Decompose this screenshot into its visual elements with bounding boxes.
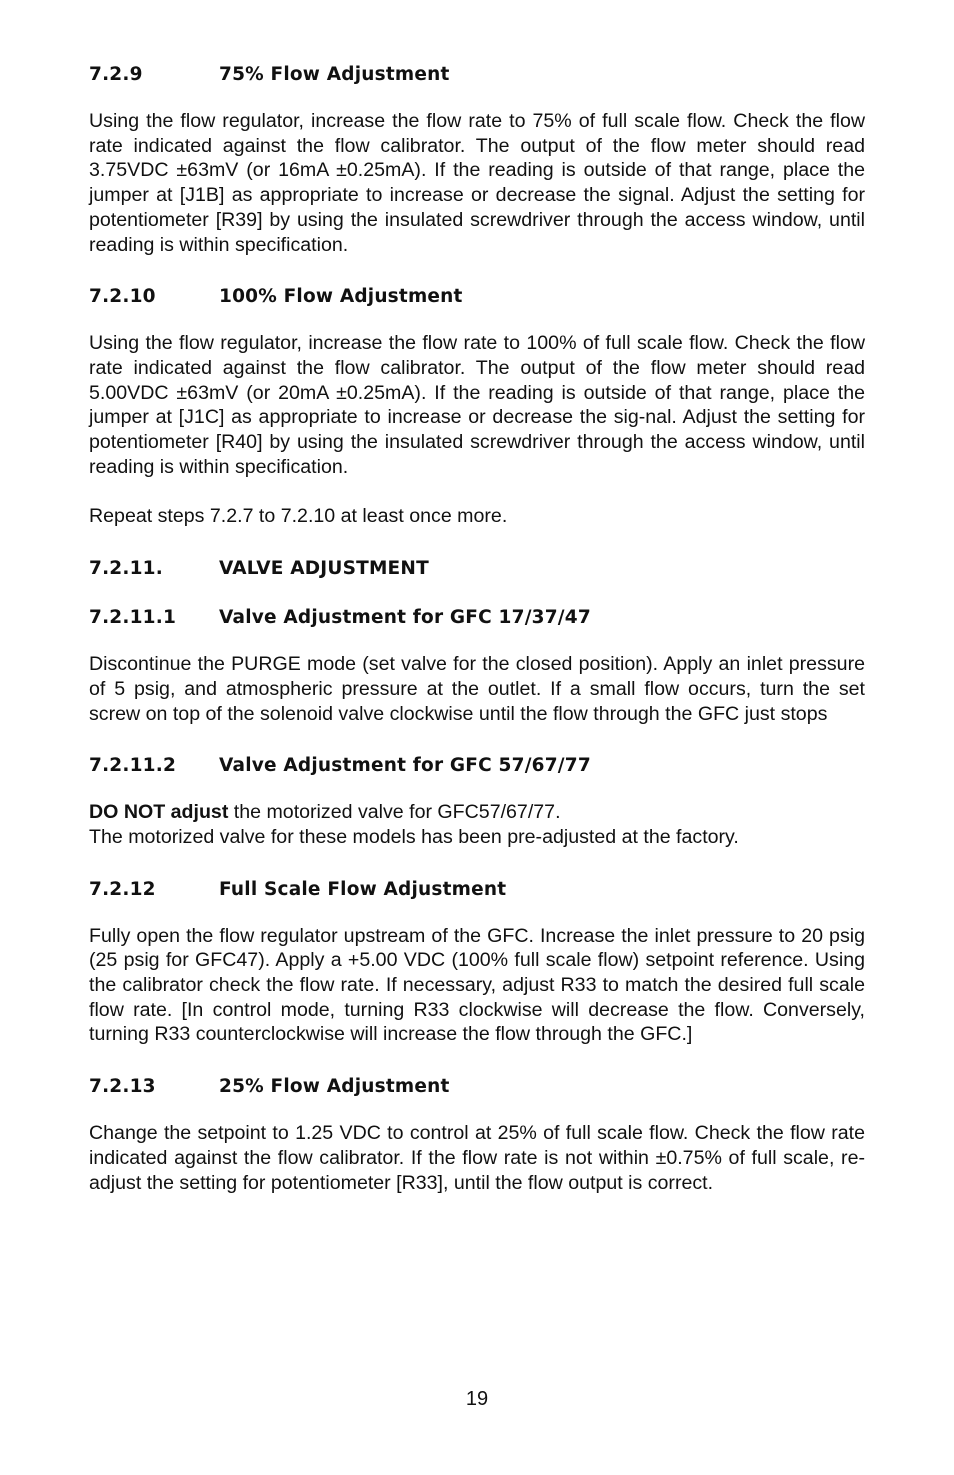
paragraph-100-flow: Using the flow regulator, increase the flow rate to 100% of full scale flow. Check the flow rate indicated against the flow calibrator. The output of the flow meter should read 5.00VDC ±63mV (or 20mA ±0.25mA). If the reading is outside of that range, place the jumper at [J1C] as appropriate to increase or decrease the sig-nal. Adjust the setting for potentiometer [R40] by using the insulated screwdriver through the access window, until reading is within specification.	[89, 332, 865, 478]
factory-note: The motorized valve for these models has been pre-adjusted at the factory.	[89, 825, 739, 848]
section-heading-7-2-11-2	[89, 751, 865, 781]
section-heading-7-2-12	[89, 875, 865, 905]
section-number: 7.2.11.2	[89, 755, 177, 777]
section-number: 7.2.10	[89, 286, 156, 308]
section-heading-7-2-10	[89, 282, 865, 312]
paragraph-repeat-steps: Repeat steps 7.2.7 to 7.2.10 at least once more.	[89, 505, 508, 528]
paragraph-25-flow: Change the setpoint to 1.25 VDC to control at 25% of full scale flow. Check the flow rate indicated against the flow calibrator. If the flow rate is not within ±0.75% of full scale, re-adjust the setting for potentiometer [R33], until the flow output is correct.	[89, 1122, 865, 1194]
section-number: 7.2.13	[89, 1076, 156, 1098]
section-title: VALVE ADJUSTMENT	[219, 558, 429, 580]
paragraph-full-scale-flow: Fully open the flow regulator upstream of the GFC. Increase the inlet pressure to 20 psig (25 psig for GFC47). Apply a +5.00 VDC (100% full scale flow) setpoint reference. Using the calibrator check the flow rate. If necessary, adjust R33 to match the desired full scale flow rate. [In control mode, turning R33 clockwise will decrease the flow. Conversely, turning R33 counterclockwise will increase the flow through the GFC.]	[89, 924, 865, 1046]
section-title: 75% Flow Adjustment	[219, 64, 450, 85]
warning-rest: the motorized valve for GFC57/67/77.	[228, 801, 561, 824]
section-heading-7-2-11	[89, 554, 865, 584]
section-number: 7.2.11.	[89, 558, 163, 580]
section-title: Full Scale Flow Adjustment	[219, 878, 507, 900]
section-number: 7.2.12	[89, 878, 156, 900]
section-heading-7-2-11-1	[89, 603, 865, 633]
section-heading-7-2-9	[89, 60, 865, 90]
paragraph-valve-gfc-17-37-47: Discontinue the PURGE mode (set valve for the closed position). Apply an inlet pressure of 5 psig, and atmospheric pressure at the outlet. If a small flow occurs, turn the set screw on top of the solenoid valve clockwise until the flow through the GFC just stops	[89, 653, 865, 725]
page-content	[89, 60, 865, 1195]
section-number: 7.2.9	[89, 64, 143, 85]
warning-bold-lead: DO NOT adjust	[89, 801, 229, 824]
paragraph-valve-gfc-57-67-77	[89, 800, 865, 849]
section-number: 7.2.11.1	[89, 607, 177, 629]
section-title: 100% Flow Adjustment	[219, 286, 463, 308]
section-title: 25% Flow Adjustment	[219, 1076, 450, 1098]
section-heading-7-2-13	[89, 1072, 865, 1102]
paragraph-75-flow: Using the flow regulator, increase the flow rate to 75% of full scale flow. Check the flow rate indicated against the flow calibrator. The output of the flow meter should read 3.75VDC ±63mV (or 16mA ±0.25mA). If the reading is outside of that range, place the jumper at [J1B] as appropriate to increase or decrease the signal. Adjust the setting for potentiometer [R39] by using the insulated screwdriver through the access window, until reading is within specification.	[89, 110, 865, 256]
section-title: Valve Adjustment for GFC 17/37/47	[219, 607, 591, 629]
section-title: Valve Adjustment for GFC 57/67/77	[219, 755, 591, 777]
page-number: 19	[465, 1388, 489, 1410]
